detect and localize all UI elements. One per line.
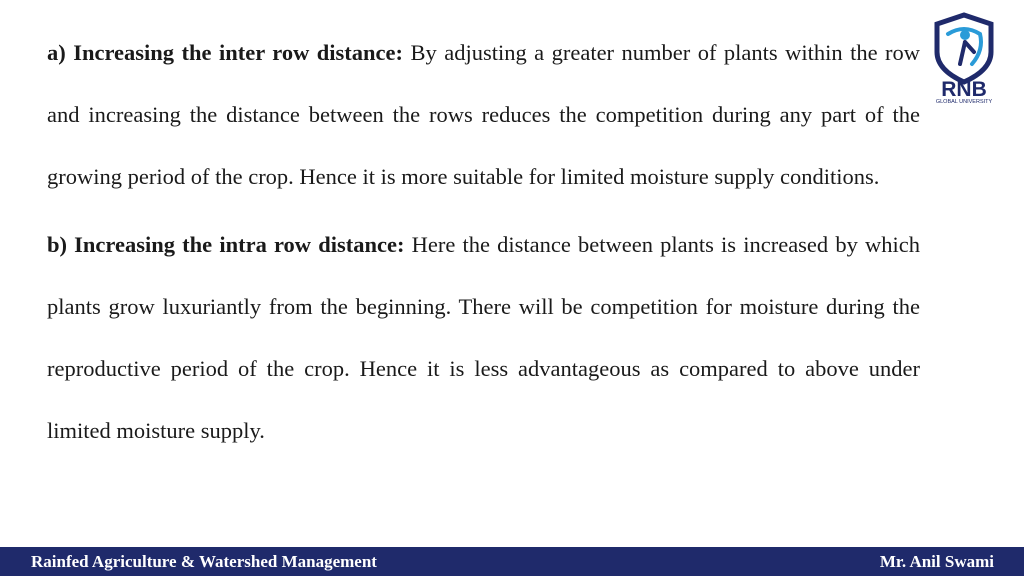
paragraph-heading: b) Increasing the intra row distance: — [47, 232, 405, 257]
slide-body — [47, 22, 920, 462]
logo-wordmark: RNB — [941, 78, 987, 101]
footer-author: Mr. Anil Swami — [879, 552, 994, 571]
logo-subtext: GLOBAL UNIVERSITY — [935, 99, 993, 104]
footer-course-title: Rainfed Agriculture & Watershed Management — [31, 552, 377, 571]
paragraph-text: Here the distance between plants is increased by which plants grow luxuriantly from the beginning. There will be competition for moisture during the reproductive period of the crop. Hence it is less advantageous as compared to above under limited moisture supply. — [47, 232, 920, 443]
paragraph-text: By adjusting a greater number of plants within the row and increasing the distance between the rows reduces the competition during any part of the growing period of the crop. Hence it is more suitable for limited moisture supply conditions. — [47, 40, 921, 189]
paragraph-intra-row — [47, 214, 920, 462]
rnb-university-logo — [928, 12, 1000, 104]
paragraph-heading: a) Increasing the inter row distance: — [47, 40, 404, 65]
footer-bar — [0, 547, 1024, 576]
rnb-logo-mark — [928, 12, 1000, 104]
paragraph-inter-row — [47, 22, 920, 208]
